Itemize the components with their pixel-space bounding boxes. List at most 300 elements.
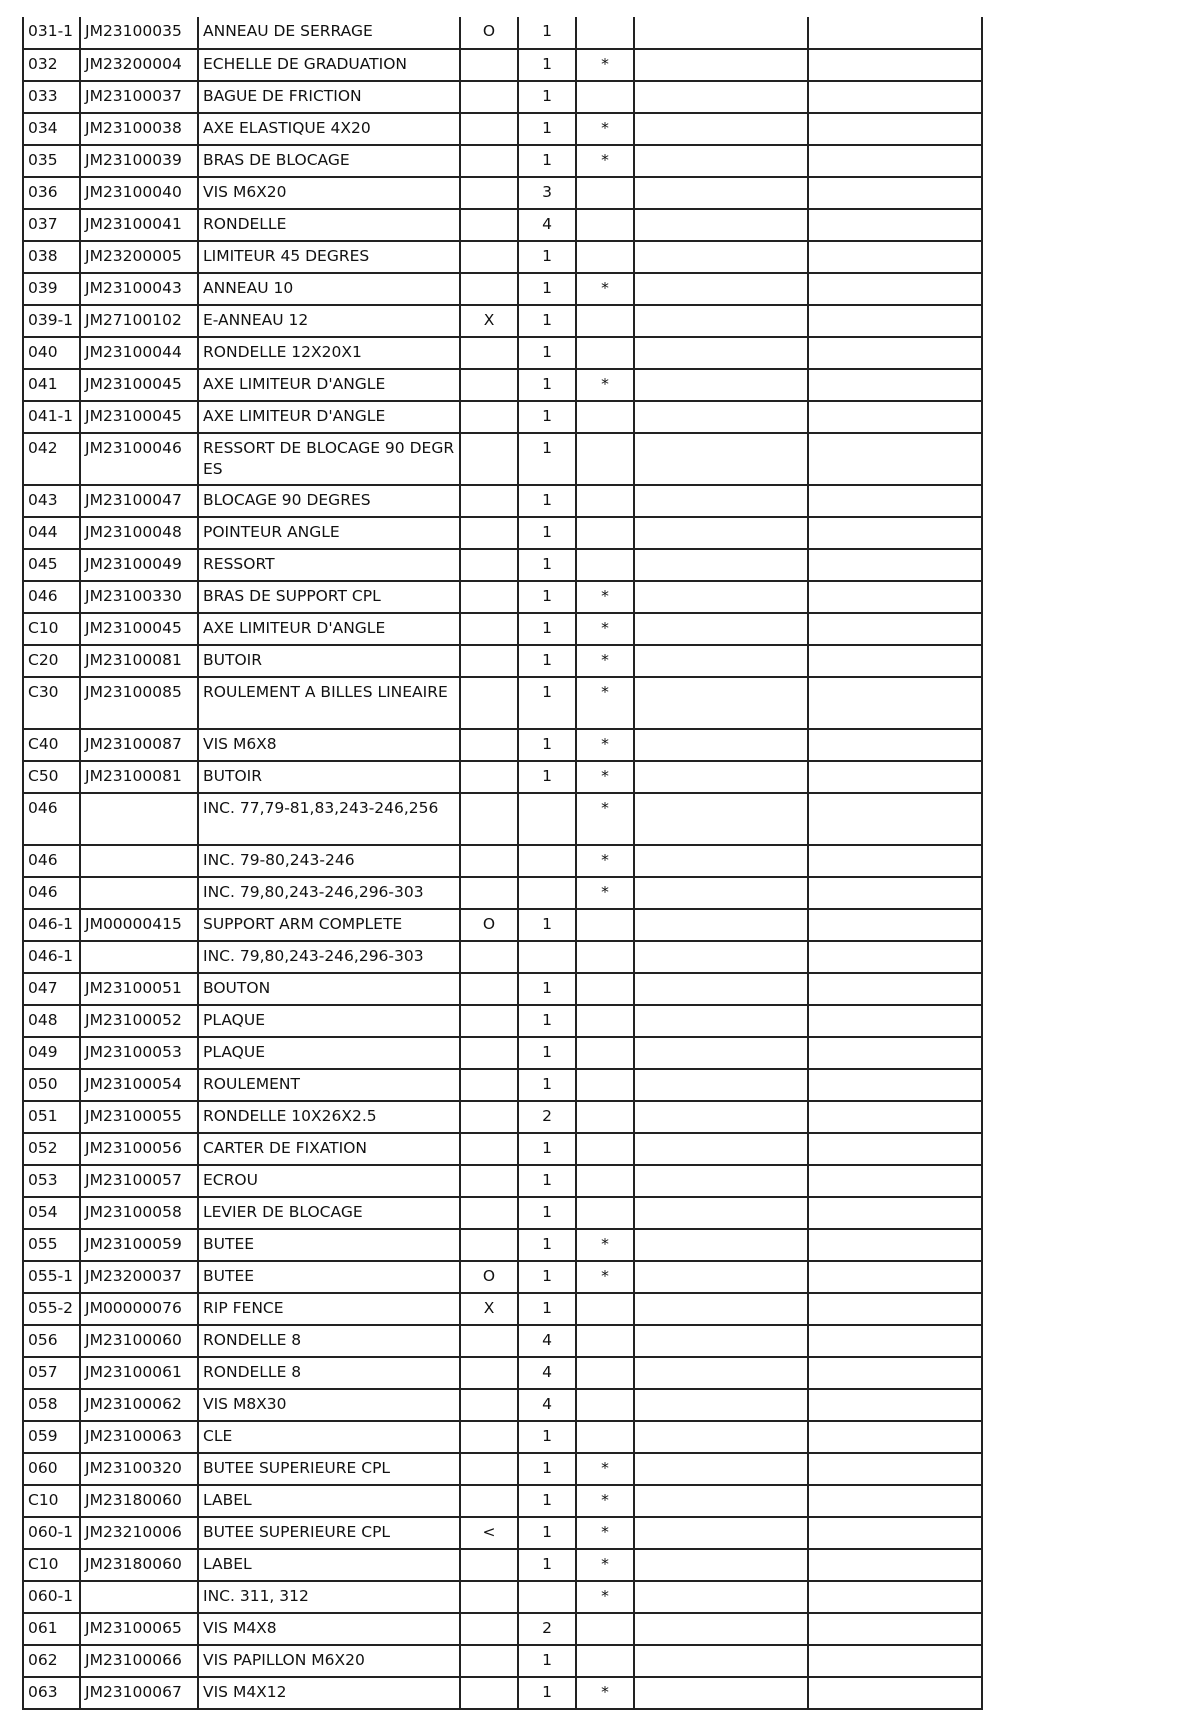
item-number-cell: 037 xyxy=(23,209,80,241)
description-cell: ANNEAU 10 xyxy=(198,273,460,305)
empty-cell xyxy=(808,1261,982,1293)
part-code-cell: JM23100038 xyxy=(80,113,198,145)
item-number-cell: 041-1 xyxy=(23,401,80,433)
marker-cell: * xyxy=(576,729,634,761)
item-number-cell: 055 xyxy=(23,1229,80,1261)
item-number-cell: C40 xyxy=(23,729,80,761)
flag-cell xyxy=(460,1613,518,1645)
flag-cell xyxy=(460,877,518,909)
empty-cell xyxy=(808,81,982,113)
quantity-cell: 1 xyxy=(518,1197,576,1229)
flag-cell xyxy=(460,49,518,81)
marker-cell xyxy=(576,1005,634,1037)
empty-cell xyxy=(808,1581,982,1613)
empty-cell xyxy=(634,581,808,613)
empty-cell xyxy=(808,1165,982,1197)
part-code-cell: JM23100330 xyxy=(80,581,198,613)
empty-cell xyxy=(634,337,808,369)
marker-cell xyxy=(576,909,634,941)
part-code-cell: JM23100081 xyxy=(80,645,198,677)
item-number-cell: 050 xyxy=(23,1069,80,1101)
part-code-cell: JM27100102 xyxy=(80,305,198,337)
table-row xyxy=(23,1069,982,1101)
item-number-cell: 058 xyxy=(23,1389,80,1421)
part-code-cell: JM23100062 xyxy=(80,1389,198,1421)
part-code-cell: JM00000415 xyxy=(80,909,198,941)
part-code-cell xyxy=(80,877,198,909)
marker-cell: * xyxy=(576,581,634,613)
empty-cell xyxy=(808,909,982,941)
part-code-cell: JM23100058 xyxy=(80,1197,198,1229)
quantity-cell: 2 xyxy=(518,1101,576,1133)
item-number-cell: 043 xyxy=(23,485,80,517)
part-code-cell: JM23100035 xyxy=(80,17,198,49)
table-row xyxy=(23,1165,982,1197)
table-row xyxy=(23,1133,982,1165)
empty-cell xyxy=(634,209,808,241)
marker-cell: * xyxy=(576,1485,634,1517)
marker-cell: * xyxy=(576,49,634,81)
item-number-cell: 031-1 xyxy=(23,17,80,49)
description-cell: BUTOIR xyxy=(198,761,460,793)
flag-cell xyxy=(460,369,518,401)
part-code-cell: JM23100063 xyxy=(80,1421,198,1453)
quantity-cell: 1 xyxy=(518,1293,576,1325)
part-code-cell: JM23100060 xyxy=(80,1325,198,1357)
empty-cell xyxy=(808,177,982,209)
empty-cell xyxy=(634,1005,808,1037)
item-number-cell: 046 xyxy=(23,845,80,877)
empty-cell xyxy=(808,1325,982,1357)
marker-cell: * xyxy=(576,677,634,729)
part-code-cell: JM23180060 xyxy=(80,1549,198,1581)
empty-cell xyxy=(808,401,982,433)
description-cell: BOUTON xyxy=(198,973,460,1005)
empty-cell xyxy=(808,305,982,337)
empty-cell xyxy=(808,241,982,273)
quantity-cell: 1 xyxy=(518,909,576,941)
part-code-cell: JM23100039 xyxy=(80,145,198,177)
empty-cell xyxy=(808,793,982,845)
table-row xyxy=(23,209,982,241)
description-cell: VIS PAPILLON M6X20 xyxy=(198,1645,460,1677)
empty-cell xyxy=(634,1197,808,1229)
description-cell: ANNEAU DE SERRAGE xyxy=(198,17,460,49)
flag-cell xyxy=(460,645,518,677)
item-number-cell: 056 xyxy=(23,1325,80,1357)
item-number-cell: C50 xyxy=(23,761,80,793)
part-code-cell: JM23100048 xyxy=(80,517,198,549)
table-row xyxy=(23,49,982,81)
part-code-cell: JM23100045 xyxy=(80,401,198,433)
flag-cell xyxy=(460,113,518,145)
quantity-cell: 1 xyxy=(518,241,576,273)
part-code-cell: JM23100066 xyxy=(80,1645,198,1677)
empty-cell xyxy=(808,941,982,973)
empty-cell xyxy=(634,1645,808,1677)
empty-cell xyxy=(808,145,982,177)
empty-cell xyxy=(808,1101,982,1133)
flag-cell xyxy=(460,941,518,973)
empty-cell xyxy=(808,1613,982,1645)
empty-cell xyxy=(808,485,982,517)
table-row xyxy=(23,1549,982,1581)
item-number-cell: 039 xyxy=(23,273,80,305)
quantity-cell: 1 xyxy=(518,761,576,793)
description-cell: RONDELLE 8 xyxy=(198,1357,460,1389)
table-row xyxy=(23,645,982,677)
table-row xyxy=(23,113,982,145)
marker-cell xyxy=(576,337,634,369)
part-code-cell: JM23100054 xyxy=(80,1069,198,1101)
marker-cell xyxy=(576,1101,634,1133)
description-cell: BUTEE xyxy=(198,1229,460,1261)
item-number-cell: 032 xyxy=(23,49,80,81)
quantity-cell: 4 xyxy=(518,209,576,241)
empty-cell xyxy=(808,1005,982,1037)
quantity-cell: 1 xyxy=(518,1645,576,1677)
description-cell: CLE xyxy=(198,1421,460,1453)
item-number-cell: 033 xyxy=(23,81,80,113)
item-number-cell: 041 xyxy=(23,369,80,401)
quantity-cell: 1 xyxy=(518,1485,576,1517)
part-code-cell: JM23100055 xyxy=(80,1101,198,1133)
description-cell: LABEL xyxy=(198,1549,460,1581)
empty-cell xyxy=(808,209,982,241)
empty-cell xyxy=(634,1613,808,1645)
empty-cell xyxy=(634,549,808,581)
quantity-cell: 1 xyxy=(518,581,576,613)
table-row xyxy=(23,1485,982,1517)
item-number-cell: 046 xyxy=(23,581,80,613)
empty-cell xyxy=(808,1133,982,1165)
marker-cell xyxy=(576,433,634,485)
description-cell: BUTEE SUPERIEURE CPL xyxy=(198,1517,460,1549)
description-cell: PLAQUE xyxy=(198,1005,460,1037)
part-code-cell: JM23100051 xyxy=(80,973,198,1005)
table-row xyxy=(23,1453,982,1485)
flag-cell xyxy=(460,517,518,549)
flag-cell xyxy=(460,613,518,645)
quantity-cell: 1 xyxy=(518,369,576,401)
empty-cell xyxy=(808,1421,982,1453)
marker-cell: * xyxy=(576,1677,634,1709)
table-row xyxy=(23,485,982,517)
part-code-cell: JM23100087 xyxy=(80,729,198,761)
quantity-cell: 1 xyxy=(518,433,576,485)
empty-cell xyxy=(634,81,808,113)
quantity-cell xyxy=(518,793,576,845)
empty-cell xyxy=(808,973,982,1005)
item-number-cell: 048 xyxy=(23,1005,80,1037)
flag-cell xyxy=(460,581,518,613)
part-code-cell: JM23100043 xyxy=(80,273,198,305)
flag-cell xyxy=(460,1005,518,1037)
quantity-cell: 1 xyxy=(518,1421,576,1453)
description-cell: LIMITEUR 45 DEGRES xyxy=(198,241,460,273)
table-row xyxy=(23,941,982,973)
empty-cell xyxy=(808,729,982,761)
item-number-cell: C30 xyxy=(23,677,80,729)
table-row xyxy=(23,1645,982,1677)
marker-cell xyxy=(576,1037,634,1069)
flag-cell xyxy=(460,1069,518,1101)
marker-cell xyxy=(576,241,634,273)
parts-list-table xyxy=(22,17,983,1710)
empty-cell xyxy=(634,909,808,941)
item-number-cell: 040 xyxy=(23,337,80,369)
marker-cell xyxy=(576,209,634,241)
quantity-cell: 1 xyxy=(518,1069,576,1101)
flag-cell: O xyxy=(460,17,518,49)
empty-cell xyxy=(634,1101,808,1133)
flag-cell xyxy=(460,1165,518,1197)
description-cell: RONDELLE 8 xyxy=(198,1325,460,1357)
empty-cell xyxy=(808,677,982,729)
flag-cell xyxy=(460,1421,518,1453)
table-row xyxy=(23,973,982,1005)
description-cell: BAGUE DE FRICTION xyxy=(198,81,460,113)
item-number-cell: 039-1 xyxy=(23,305,80,337)
marker-cell: * xyxy=(576,1517,634,1549)
quantity-cell: 1 xyxy=(518,1517,576,1549)
part-code-cell: JM23180060 xyxy=(80,1485,198,1517)
flag-cell xyxy=(460,1197,518,1229)
empty-cell xyxy=(808,581,982,613)
marker-cell: * xyxy=(576,761,634,793)
table-row xyxy=(23,1357,982,1389)
description-cell: AXE LIMITEUR D'ANGLE xyxy=(198,369,460,401)
table-row xyxy=(23,877,982,909)
description-cell: SUPPORT ARM COMPLETE xyxy=(198,909,460,941)
marker-cell: * xyxy=(576,1549,634,1581)
flag-cell xyxy=(460,1101,518,1133)
description-cell: BUTEE xyxy=(198,1261,460,1293)
empty-cell xyxy=(634,1421,808,1453)
empty-cell xyxy=(634,729,808,761)
empty-cell xyxy=(634,793,808,845)
quantity-cell: 1 xyxy=(518,485,576,517)
table-row xyxy=(23,1517,982,1549)
empty-cell xyxy=(808,17,982,49)
table-row xyxy=(23,401,982,433)
part-code-cell xyxy=(80,793,198,845)
empty-cell xyxy=(634,1581,808,1613)
empty-cell xyxy=(808,1389,982,1421)
part-code-cell: JM23100045 xyxy=(80,613,198,645)
empty-cell xyxy=(808,1453,982,1485)
quantity-cell: 1 xyxy=(518,49,576,81)
description-cell: ECROU xyxy=(198,1165,460,1197)
part-code-cell: JM23210006 xyxy=(80,1517,198,1549)
marker-cell: * xyxy=(576,273,634,305)
table-row xyxy=(23,433,982,485)
table-row xyxy=(23,1389,982,1421)
quantity-cell: 1 xyxy=(518,729,576,761)
empty-cell xyxy=(634,17,808,49)
empty-cell xyxy=(634,305,808,337)
table-row xyxy=(23,17,982,49)
quantity-cell: 4 xyxy=(518,1389,576,1421)
marker-cell xyxy=(576,1165,634,1197)
item-number-cell: 057 xyxy=(23,1357,80,1389)
flag-cell xyxy=(460,209,518,241)
part-code-cell: JM23200005 xyxy=(80,241,198,273)
table-row xyxy=(23,145,982,177)
part-code-cell: JM23100049 xyxy=(80,549,198,581)
part-code-cell: JM23100053 xyxy=(80,1037,198,1069)
quantity-cell: 1 xyxy=(518,81,576,113)
table-row xyxy=(23,1037,982,1069)
quantity-cell xyxy=(518,877,576,909)
flag-cell xyxy=(460,1677,518,1709)
description-cell: BRAS DE SUPPORT CPL xyxy=(198,581,460,613)
flag-cell xyxy=(460,145,518,177)
table-row xyxy=(23,177,982,209)
marker-cell: * xyxy=(576,1581,634,1613)
item-number-cell: 035 xyxy=(23,145,80,177)
quantity-cell: 1 xyxy=(518,1133,576,1165)
item-number-cell: 046 xyxy=(23,793,80,845)
table-row xyxy=(23,729,982,761)
empty-cell xyxy=(634,1325,808,1357)
empty-cell xyxy=(634,1357,808,1389)
quantity-cell: 1 xyxy=(518,1677,576,1709)
marker-cell: * xyxy=(576,145,634,177)
marker-cell xyxy=(576,17,634,49)
item-number-cell: C10 xyxy=(23,1549,80,1581)
table-row xyxy=(23,1293,982,1325)
empty-cell xyxy=(634,645,808,677)
empty-cell xyxy=(808,1197,982,1229)
empty-cell xyxy=(634,113,808,145)
marker-cell xyxy=(576,1197,634,1229)
quantity-cell: 1 xyxy=(518,1453,576,1485)
empty-cell xyxy=(808,1485,982,1517)
item-number-cell: C20 xyxy=(23,645,80,677)
empty-cell xyxy=(808,761,982,793)
item-number-cell: 046 xyxy=(23,877,80,909)
item-number-cell: 052 xyxy=(23,1133,80,1165)
item-number-cell: 038 xyxy=(23,241,80,273)
empty-cell xyxy=(634,1133,808,1165)
empty-cell xyxy=(808,517,982,549)
empty-cell xyxy=(808,845,982,877)
description-cell: PLAQUE xyxy=(198,1037,460,1069)
table-row xyxy=(23,337,982,369)
part-code-cell: JM23100057 xyxy=(80,1165,198,1197)
table-row xyxy=(23,1005,982,1037)
flag-cell xyxy=(460,729,518,761)
empty-cell xyxy=(634,877,808,909)
part-code-cell: JM23100085 xyxy=(80,677,198,729)
part-code-cell: JM23200037 xyxy=(80,1261,198,1293)
marker-cell: * xyxy=(576,1453,634,1485)
description-cell: LEVIER DE BLOCAGE xyxy=(198,1197,460,1229)
table-row xyxy=(23,613,982,645)
item-number-cell: 042 xyxy=(23,433,80,485)
empty-cell xyxy=(634,1229,808,1261)
part-code-cell xyxy=(80,845,198,877)
empty-cell xyxy=(634,241,808,273)
marker-cell xyxy=(576,1421,634,1453)
table-row xyxy=(23,241,982,273)
empty-cell xyxy=(634,273,808,305)
table-row xyxy=(23,677,982,729)
description-cell: POINTEUR ANGLE xyxy=(198,517,460,549)
empty-cell xyxy=(634,677,808,729)
table-row xyxy=(23,845,982,877)
description-cell: BRAS DE BLOCAGE xyxy=(198,145,460,177)
part-code-cell: JM23100052 xyxy=(80,1005,198,1037)
quantity-cell: 1 xyxy=(518,973,576,1005)
quantity-cell: 1 xyxy=(518,1549,576,1581)
flag-cell xyxy=(460,1389,518,1421)
description-cell: INC. 79,80,243-246,296-303 xyxy=(198,877,460,909)
table-row xyxy=(23,581,982,613)
quantity-cell: 1 xyxy=(518,273,576,305)
description-cell: ROULEMENT A BILLES LINEAIRE xyxy=(198,677,460,729)
quantity-cell: 1 xyxy=(518,337,576,369)
part-code-cell: JM23100056 xyxy=(80,1133,198,1165)
quantity-cell: 3 xyxy=(518,177,576,209)
marker-cell xyxy=(576,973,634,1005)
quantity-cell: 4 xyxy=(518,1325,576,1357)
empty-cell xyxy=(808,1517,982,1549)
empty-cell xyxy=(808,549,982,581)
marker-cell xyxy=(576,1133,634,1165)
table-row xyxy=(23,1325,982,1357)
marker-cell xyxy=(576,517,634,549)
quantity-cell xyxy=(518,845,576,877)
empty-cell xyxy=(634,1517,808,1549)
item-number-cell: C10 xyxy=(23,613,80,645)
item-number-cell: 060-1 xyxy=(23,1581,80,1613)
part-code-cell: JM23100046 xyxy=(80,433,198,485)
item-number-cell: 047 xyxy=(23,973,80,1005)
quantity-cell: 4 xyxy=(518,1357,576,1389)
empty-cell xyxy=(808,1229,982,1261)
flag-cell xyxy=(460,677,518,729)
part-code-cell: JM23100320 xyxy=(80,1453,198,1485)
flag-cell xyxy=(460,401,518,433)
table-row xyxy=(23,273,982,305)
empty-cell xyxy=(808,337,982,369)
flag-cell xyxy=(460,1229,518,1261)
quantity-cell: 1 xyxy=(518,549,576,581)
description-cell: RESSORT xyxy=(198,549,460,581)
empty-cell xyxy=(808,1037,982,1069)
empty-cell xyxy=(808,1357,982,1389)
marker-cell: * xyxy=(576,369,634,401)
empty-cell xyxy=(634,613,808,645)
description-cell: VIS M4X8 xyxy=(198,1613,460,1645)
quantity-cell: 1 xyxy=(518,1037,576,1069)
item-number-cell: C10 xyxy=(23,1485,80,1517)
marker-cell xyxy=(576,941,634,973)
part-code-cell xyxy=(80,941,198,973)
quantity-cell: 1 xyxy=(518,305,576,337)
empty-cell xyxy=(634,1165,808,1197)
part-code-cell: JM23100059 xyxy=(80,1229,198,1261)
item-number-cell: 055-2 xyxy=(23,1293,80,1325)
flag-cell xyxy=(460,1581,518,1613)
description-cell: VIS M4X12 xyxy=(198,1677,460,1709)
empty-cell xyxy=(634,517,808,549)
marker-cell xyxy=(576,1645,634,1677)
flag-cell xyxy=(460,973,518,1005)
description-cell: AXE LIMITEUR D'ANGLE xyxy=(198,401,460,433)
